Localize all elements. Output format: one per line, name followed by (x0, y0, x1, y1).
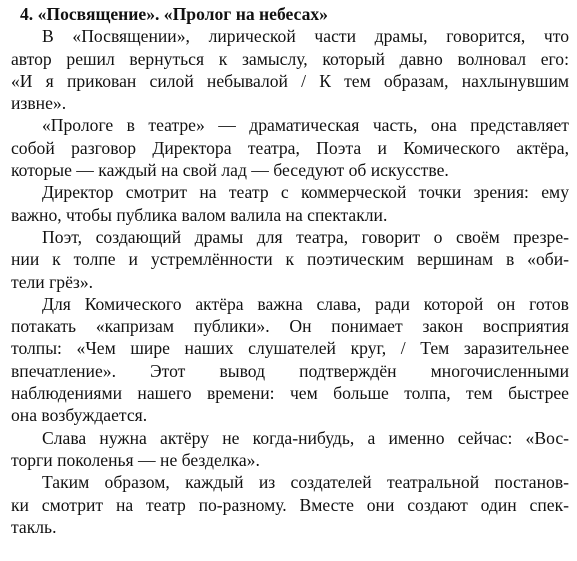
text-line: наблюдениями нашего времени: чем больше толпа, тем быстрее (11, 383, 569, 404)
document-page (11, 3, 569, 538)
text-line: Директор смотрит на театр с коммерческой точки зрения: ему (42, 182, 569, 203)
text-line: которые — каждый на свой лад — беседуют об искусстве. (11, 160, 449, 181)
text-line: ки смотрит на театр по-разному. Вместе они создают один спек- (11, 494, 569, 515)
paragraph (11, 226, 569, 293)
text-line: тели грёз». (11, 271, 94, 292)
text-line: «Прологе в театре» — драматическая часть, она представляет (42, 115, 569, 136)
text-line: она возбуждается. (11, 405, 148, 426)
paragraph (11, 114, 569, 181)
document-body (11, 25, 569, 538)
text-line: впечатление». Этот вывод подтверждён многочисленными (11, 360, 569, 381)
text-line: Поэт, создающий драмы для театра, говорит о своём презре- (42, 226, 569, 247)
text-line: собой разговор Директора театра, Поэта и Комического актёра, (11, 137, 569, 158)
text-line: потакать «капризам публики». Он понимает закон восприятия (11, 316, 569, 337)
text-line: Слава нужна актёру не когда-нибудь, а именно сейчас: «Вос- (42, 427, 569, 448)
paragraph (11, 427, 569, 472)
text-line: автор решил вернуться к замыслу, который давно волновал его: (11, 48, 569, 69)
text-line: Таким образом, каждый из создателей театральной постанов- (42, 472, 569, 493)
paragraph (11, 293, 569, 427)
text-line: важно, чтобы публика валом валила на спектакли. (11, 204, 388, 225)
text-line: В «Посвящении», лирической части драмы, говорится, что (42, 26, 569, 47)
paragraph (11, 25, 569, 114)
text-line: нии к толпе и устремлённости к поэтическим вершинам в «оби- (11, 249, 569, 270)
section-heading: 4. «Посвящение». «Пролог на небесах» (20, 4, 328, 24)
text-line: извне». (11, 93, 67, 114)
text-line: Для Комического актёра важна слава, ради которой он готов (42, 293, 569, 314)
text-line: толпы: «Чем шире наших слушателей круг, / Тем заразительнее (11, 338, 569, 359)
text-line: «И я прикован силой небывалой / К тем образам, нахлынувшим (11, 70, 569, 91)
paragraph (11, 471, 569, 538)
paragraph (11, 181, 569, 226)
text-line: такль. (11, 516, 57, 537)
text-line: торги поколенья — не безделка». (11, 449, 260, 470)
